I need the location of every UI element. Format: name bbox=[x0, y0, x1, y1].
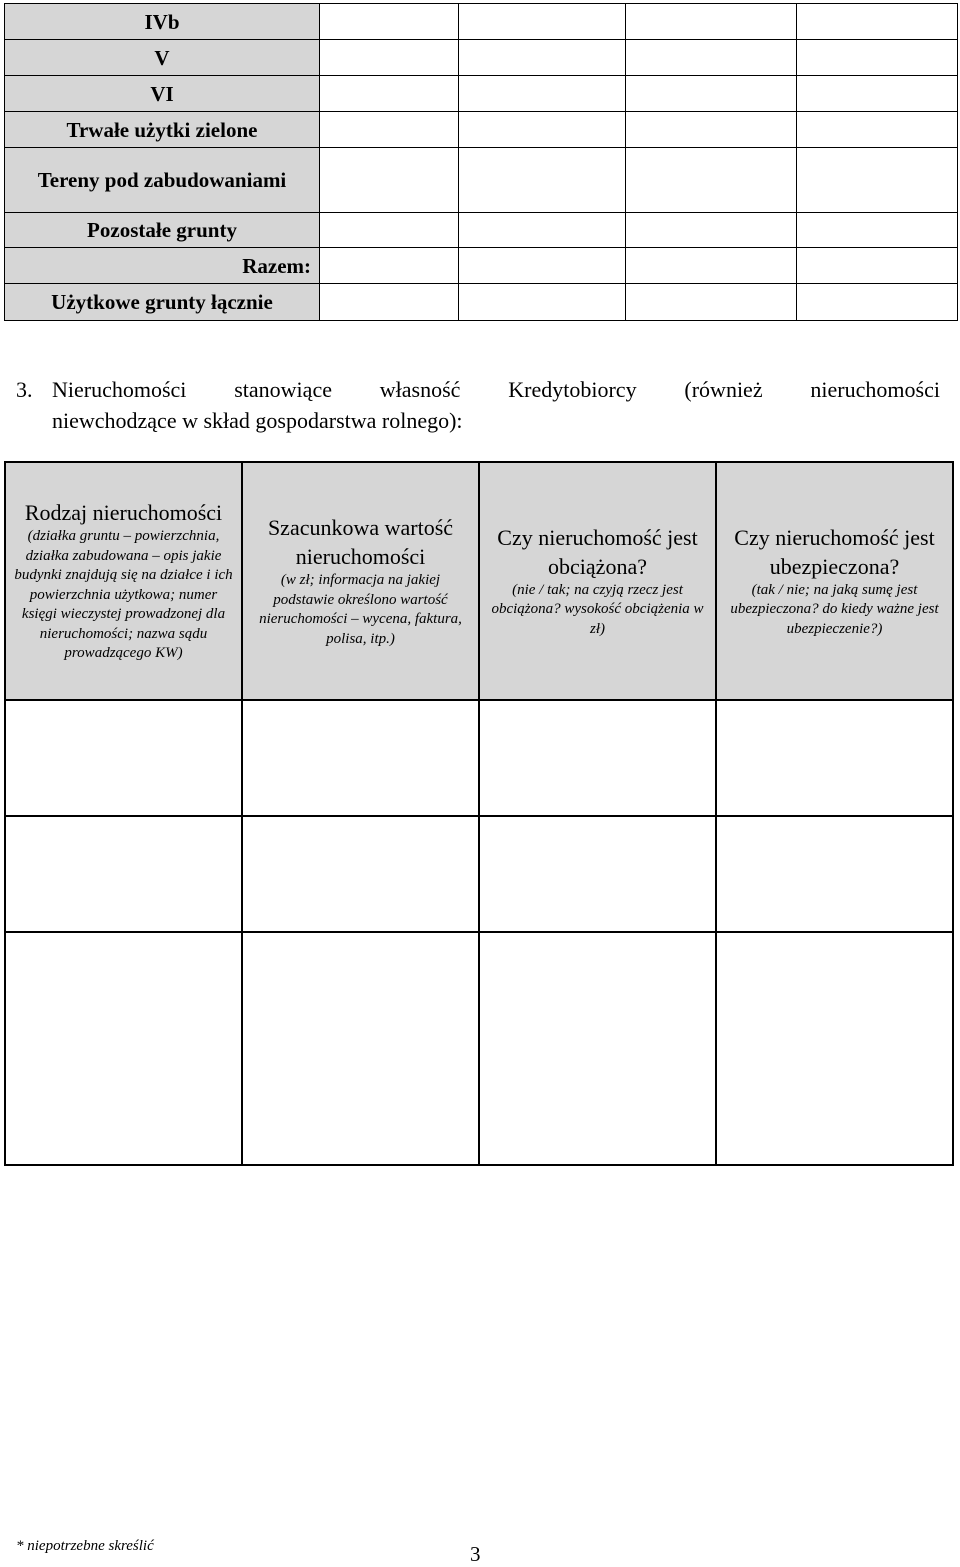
header-title: Szacunkowa wartość nieruchomości bbox=[267, 515, 454, 569]
input-cell[interactable] bbox=[320, 4, 459, 40]
row-label-uzytkowe-grunty-lacznie: Użytkowe grunty łącznie bbox=[5, 284, 320, 321]
section-text-line-2: niewchodzące w skład gospodarstwa rolnego): bbox=[52, 408, 463, 433]
input-cell[interactable] bbox=[242, 816, 479, 932]
section-word: stanowiące bbox=[234, 377, 332, 402]
header-note: (działka gruntu – powierzchnia, działka zabudowana – opis jakie budynki znajdują się na działce i ich powierzchnia użytkowa; numer księgi wieczystej prowadzonej dla nieruchomości; nazwa sądu prowadzącego KW) bbox=[14, 528, 233, 662]
input-cell[interactable] bbox=[797, 148, 958, 213]
land-area-table bbox=[4, 3, 958, 321]
input-cell[interactable] bbox=[5, 816, 242, 932]
input-cell[interactable] bbox=[459, 112, 626, 148]
row-label-pozostale-grunty: Pozostałe grunty bbox=[5, 213, 320, 248]
input-cell[interactable] bbox=[459, 4, 626, 40]
section-word: (również bbox=[684, 377, 763, 402]
table-row bbox=[5, 76, 958, 112]
input-cell[interactable] bbox=[5, 700, 242, 816]
input-cell[interactable] bbox=[459, 148, 626, 213]
input-cell[interactable] bbox=[479, 700, 716, 816]
table-row bbox=[5, 284, 958, 321]
table-row bbox=[5, 148, 958, 213]
input-cell[interactable] bbox=[797, 248, 958, 284]
header-note: (nie / tak; na czyją rzecz jest obciążona? wysokość obciążenia w zł) bbox=[491, 581, 704, 637]
input-cell[interactable] bbox=[479, 816, 716, 932]
header-note: (tak / nie; na jaką sumę jest ubezpieczona? do kiedy ważne jest ubezpieczenie?) bbox=[730, 581, 939, 637]
section-word: nieruchomości bbox=[810, 377, 940, 402]
table-row bbox=[5, 816, 953, 932]
section-text bbox=[52, 374, 940, 436]
header-insured bbox=[716, 462, 953, 700]
input-cell[interactable] bbox=[626, 40, 797, 76]
section-3-heading bbox=[16, 374, 940, 436]
input-cell[interactable] bbox=[626, 112, 797, 148]
input-cell[interactable] bbox=[626, 148, 797, 213]
row-label-tereny-pod-zabudowaniami: Tereny pod zabudowaniami bbox=[5, 148, 320, 213]
row-label-trwale-uzytki: Trwałe użytki zielone bbox=[5, 112, 320, 148]
header-title: Czy nieruchomość jest ubezpieczona? bbox=[734, 524, 935, 579]
header-encumbered bbox=[479, 462, 716, 700]
input-cell[interactable] bbox=[797, 284, 958, 321]
input-cell[interactable] bbox=[320, 284, 459, 321]
section-text-line-1 bbox=[52, 374, 940, 405]
section-number: 3. bbox=[16, 377, 33, 402]
input-cell[interactable] bbox=[242, 700, 479, 816]
input-cell[interactable] bbox=[320, 148, 459, 213]
section-word: Kredytobiorcy bbox=[508, 377, 637, 402]
input-cell[interactable] bbox=[797, 4, 958, 40]
input-cell[interactable] bbox=[320, 213, 459, 248]
input-cell[interactable] bbox=[626, 4, 797, 40]
table-row bbox=[5, 40, 958, 76]
input-cell[interactable] bbox=[797, 213, 958, 248]
section-word: własność bbox=[379, 377, 461, 402]
table-row bbox=[5, 213, 958, 248]
input-cell[interactable] bbox=[320, 248, 459, 284]
row-label-ivb: IVb bbox=[5, 4, 320, 40]
page-number: 3 bbox=[470, 1542, 481, 1566]
input-cell[interactable] bbox=[459, 284, 626, 321]
input-cell[interactable] bbox=[320, 76, 459, 112]
header-property-type bbox=[5, 462, 242, 700]
input-cell[interactable] bbox=[320, 112, 459, 148]
section-word: Nieruchomości bbox=[52, 377, 187, 402]
table-row bbox=[5, 112, 958, 148]
property-table bbox=[4, 461, 954, 1166]
input-cell[interactable] bbox=[626, 213, 797, 248]
row-label-razem: Razem: bbox=[5, 248, 320, 284]
footnote: * niepotrzebne skreślić bbox=[16, 1538, 154, 1554]
input-cell[interactable] bbox=[242, 932, 479, 1165]
header-note: (w zł; informacja na jakiej podstawie określono wartość nieruchomości – wycena, faktura, polisa, itp.) bbox=[259, 572, 462, 647]
table-row bbox=[5, 4, 958, 40]
table-header-row bbox=[5, 462, 953, 700]
input-cell[interactable] bbox=[716, 932, 953, 1165]
header-estimated-value bbox=[242, 462, 479, 700]
input-cell[interactable] bbox=[459, 213, 626, 248]
input-cell[interactable] bbox=[626, 76, 797, 112]
input-cell[interactable] bbox=[797, 76, 958, 112]
input-cell[interactable] bbox=[459, 248, 626, 284]
table-row bbox=[5, 700, 953, 816]
input-cell[interactable] bbox=[797, 112, 958, 148]
input-cell[interactable] bbox=[797, 40, 958, 76]
table-row bbox=[5, 932, 953, 1165]
input-cell[interactable] bbox=[479, 932, 716, 1165]
input-cell[interactable] bbox=[716, 700, 953, 816]
input-cell[interactable] bbox=[716, 816, 953, 932]
input-cell[interactable] bbox=[626, 284, 797, 321]
row-label-vi: VI bbox=[5, 76, 320, 112]
input-cell[interactable] bbox=[459, 76, 626, 112]
table-row bbox=[5, 248, 958, 284]
input-cell[interactable] bbox=[626, 248, 797, 284]
input-cell[interactable] bbox=[5, 932, 242, 1165]
input-cell[interactable] bbox=[459, 40, 626, 76]
header-title: Rodzaj nieruchomości bbox=[24, 500, 223, 526]
input-cell[interactable] bbox=[320, 40, 459, 76]
row-label-v: V bbox=[5, 40, 320, 76]
header-title: Czy nieruchomość jest obciążona? bbox=[497, 524, 698, 579]
